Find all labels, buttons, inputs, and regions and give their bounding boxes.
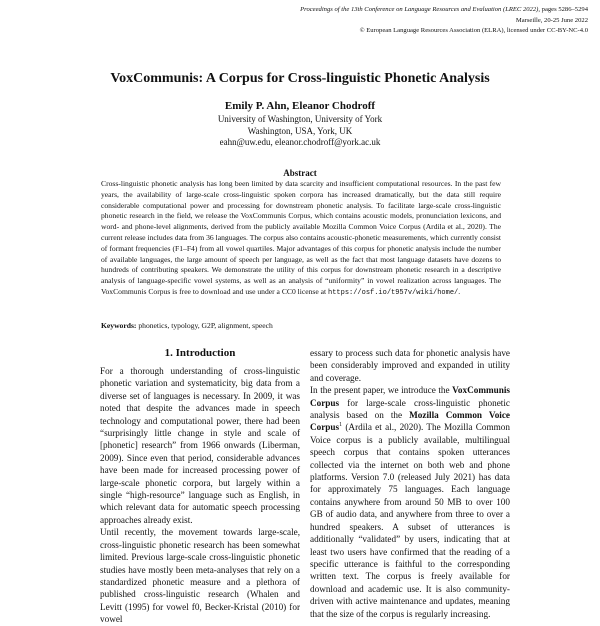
keywords	[101, 321, 501, 330]
mozilla-bold: Mozilla Common Voice Corpus	[310, 410, 510, 433]
right-column	[310, 347, 510, 620]
footnote-marker[interactable]: 1	[339, 422, 343, 429]
intro-paragraph-4: In the present paper, we introduce the VoxCommunis Corpus for large-scale cross-linguistic phonetic analysis based on the Mozilla Common Voice Corpus$^1$ (Ardila et al., 2020). The Mozilla Common Voice corpus is a publicly available, multilingual speech corpus that contains spoken utterances collected via the internet on both web and phone platforms. Version 7.0 (released July 2021) has data for approximately 75 languages. Each language contains anywhere from around 50 MB to over 100 GB of audio data, and anywhere from three to over a hundred speakers. A subset of utterances is additionally “validated” by users, indicating that at least two users have confirmed that the reading of a specific utterance is faithful to the corresponding written text. The corpus is freely available for download and academic use. It is also community-driven with active maintenance and updates, meaning that the size of the corpus is regularly increasing.	[310, 385, 510, 619]
abstract-url-link[interactable]: https://osf.io/t957v/wiki/home/	[328, 288, 459, 297]
affiliation-line-2: Washington, USA, York, UK	[247, 125, 353, 136]
left-column	[100, 365, 300, 626]
affiliation-emails: eahn@uw.edu, eleanor.chodroff@york.ac.uk	[219, 137, 381, 147]
intro-paragraph-2: Until recently, the movement towards large-scale, cross-linguistic phonetic research has been somewhat limited. Previous large-scale cross-linguistic phonetic studies have mostly been meta-analyses that rely on a standardized phonetic measure and a plethora of published cross-linguistic research (Whalen and Levitt (1995) for vowel f0, Becker-Kristal (2010) for vowel	[100, 527, 300, 625]
keywords-label: Keywords:	[101, 321, 137, 330]
proceedings-header	[300, 5, 588, 37]
paper-title: VoxCommunis: A Corpus for Cross-linguistic Phonetic Analysis	[110, 71, 490, 86]
header-line-2: Marseille, 20-25 June 2022	[515, 16, 588, 24]
voxcommunis-bold: VoxCommunis Corpus	[310, 385, 510, 408]
header-line-1: Proceedings of the 13th Conference on Language Resources and Evaluation (LREC 2022), pages 5286–5294	[300, 6, 588, 13]
abstract-text: Cross-linguistic phonetic analysis has long been limited by data scarcity and insufficient computational resources. In the past few years, the availability of large-scale cross-linguistic spoken corpora has increased dramatically, but the data still require considerable computational power and processing for downstream phonetic analysis. To facilitate large-scale cross-linguistic phonetic research in the field, we release the VoxCommunis Corpus, which contains acoustic models, pronunciation lexicons, and word- and phone-level alignments, derived from the publicly available Mozilla Common Voice Corpus (Ardila et al., 2020). The current release includes data from 36 languages. The corpus also contains acoustic-phonetic measurements, which currently consist of formant frequencies (F1–F4) from all vowel quartiles. Major advantages of this corpus for phonetic analysis include the number of available languages, the large amount of speech per language, as well as the fact that most language datasets have dozens to hundreds of contributing speakers. We demonstrate the utility of this corpus for downstream phonetic research in a descriptive analysis of language-specific vowel systems, as well as an analysis of “uniformity” in vowel realization across languages. The VoxCommunis Corpus is free to download and use under a CC0 license at	[101, 179, 501, 296]
intro-paragraph-3: essary to process such data for phonetic analysis have been considerably improved and expanded in utility and coverage.	[310, 348, 510, 383]
intro-paragraph-1: For a thorough understanding of cross-linguistic phonetic variation and systematicity, big data from a diverse set of languages is necessary. In 2009, it was noted that despite the advances made in speech technology and computational power, there had been “surprisingly little change in style and scale of [phonetic] research” from 1966 onwards (Liberman, 2009). Since even that period, considerable advances have been made for increased processing power of large-scale phonetic corpora, but largely within a single “high-resource” language such as English, in which relevant data for automatic speech processing approaches already exist.	[100, 366, 300, 525]
section-heading-introduction: 1. Introduction	[164, 347, 236, 359]
affiliation-line-1: University of Washington, University of York	[217, 114, 383, 124]
abstract-body	[101, 179, 501, 299]
abstract-heading: Abstract	[283, 168, 317, 178]
abstract-end: .	[458, 286, 461, 296]
header-line-3: © European Language Resources Association (ELRA), licensed under CC-BY-NC-4.0	[359, 27, 588, 34]
affiliation	[0, 114, 600, 149]
authors: Emily P. Ahn, Eleanor Chodroff	[224, 100, 376, 112]
keywords-text: phonetics, typology, G2P, alignment, speech	[138, 321, 273, 330]
